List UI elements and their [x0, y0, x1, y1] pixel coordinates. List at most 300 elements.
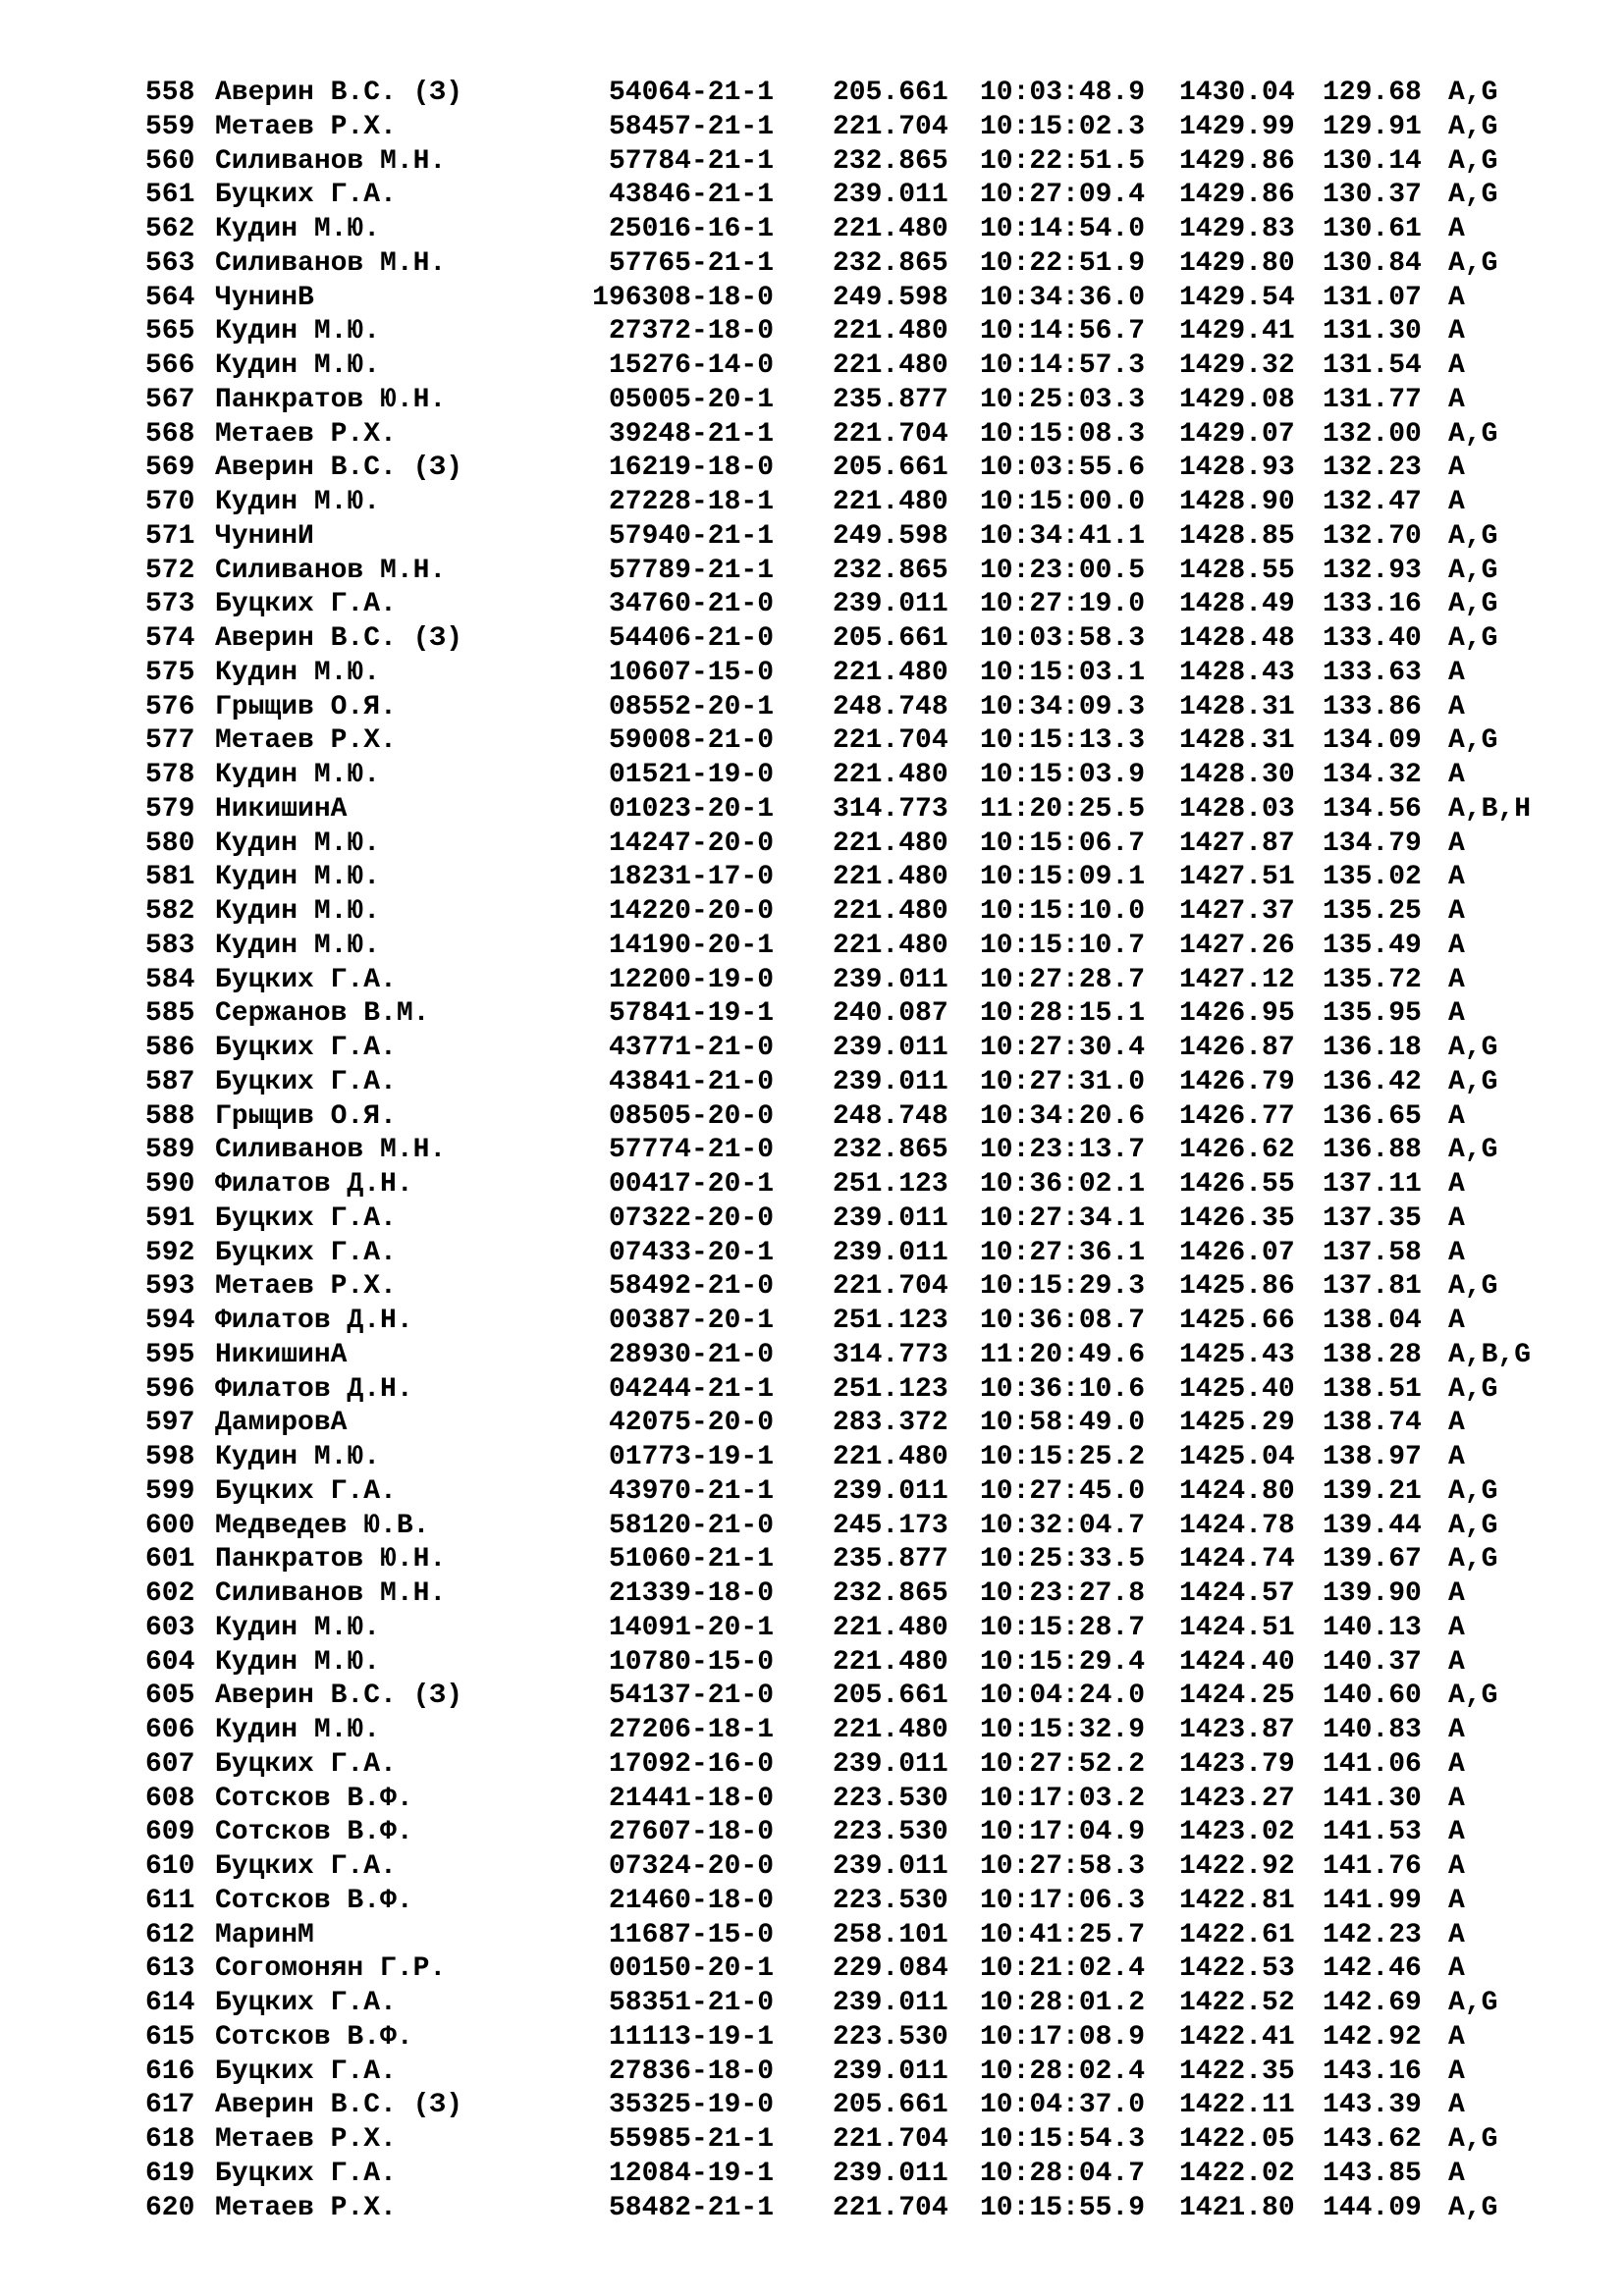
flags: A [1448, 1851, 1465, 1882]
value-c: 1428.31 [1179, 725, 1295, 757]
value-d: 135.95 [1323, 998, 1422, 1030]
flags: A [1448, 964, 1465, 995]
flags: A [1448, 998, 1465, 1030]
time-value: 10:58:49.0 [980, 1408, 1146, 1439]
flags: A [1448, 1169, 1465, 1200]
value-a: 221.480 [833, 350, 948, 381]
value-d: 135.72 [1323, 964, 1422, 995]
value-a: 223.530 [833, 2021, 948, 2053]
flags: A,G [1448, 1373, 1498, 1405]
record-id: 196308-18-0 [592, 282, 774, 313]
value-d: 143.62 [1323, 2124, 1422, 2155]
record-id: 11113-19-1 [608, 2021, 774, 2053]
value-d: 133.16 [1323, 589, 1422, 620]
participant-name: Кудин М.Ю. [215, 350, 381, 381]
value-d: 141.76 [1323, 1851, 1422, 1882]
record-id: 08552-20-1 [608, 691, 774, 722]
time-value: 10:15:08.3 [980, 418, 1146, 450]
value-d: 143.16 [1323, 2056, 1422, 2087]
row-number: 568 [145, 418, 195, 450]
participant-name: Метаев Р.Х. [215, 2124, 397, 2155]
flags: A [1448, 1748, 1465, 1780]
participant-name: Грыщив О.Я. [215, 691, 397, 722]
value-a: 232.865 [833, 1135, 948, 1166]
time-value: 10:15:09.1 [980, 862, 1146, 893]
record-id: 11687-15-0 [608, 1919, 774, 1950]
value-a: 221.480 [833, 828, 948, 859]
time-value: 10:03:48.9 [980, 78, 1146, 108]
time-value: 10:21:02.4 [980, 1953, 1146, 1985]
participant-name: Согомонян Г.Р. [215, 1953, 447, 1985]
value-d: 132.23 [1323, 453, 1422, 484]
value-a: 223.530 [833, 1783, 948, 1814]
flags: A,G [1448, 725, 1498, 757]
value-a: 223.530 [833, 1817, 948, 1848]
flags: A,G [1448, 247, 1498, 279]
value-a: 221.480 [833, 1646, 948, 1678]
value-d: 143.39 [1323, 2090, 1422, 2121]
participant-name: МаринМ [215, 1919, 314, 1950]
flags: A,G [1448, 2124, 1498, 2155]
value-c: 1427.37 [1179, 896, 1295, 927]
flags: A [1448, 453, 1465, 484]
flags: A,G [1448, 1271, 1498, 1303]
participant-name: Метаев Р.Х. [215, 1271, 397, 1303]
row-number: 602 [145, 1578, 195, 1609]
value-c: 1422.92 [1179, 1851, 1295, 1882]
value-d: 136.42 [1323, 1066, 1422, 1097]
value-a: 251.123 [833, 1373, 948, 1405]
value-c: 1428.55 [1179, 555, 1295, 586]
value-a: 205.661 [833, 1681, 948, 1712]
value-d: 129.91 [1323, 111, 1422, 142]
value-d: 132.00 [1323, 418, 1422, 450]
participant-name: Метаев Р.Х. [215, 418, 397, 450]
record-id: 14220-20-0 [608, 896, 774, 927]
row-number: 593 [145, 1271, 195, 1303]
record-id: 05005-20-1 [608, 384, 774, 415]
value-d: 138.51 [1323, 1373, 1422, 1405]
participant-name: Панкратов Ю.Н. [215, 1544, 447, 1575]
value-c: 1429.86 [1179, 145, 1295, 177]
row-number: 588 [145, 1100, 195, 1132]
flags: A [1448, 1408, 1465, 1439]
participant-name: Филатов Д.Н. [215, 1373, 413, 1405]
flags: A,G [1448, 180, 1498, 211]
flags: A,G [1448, 111, 1498, 142]
value-c: 1422.61 [1179, 1919, 1295, 1950]
value-a: 221.704 [833, 111, 948, 142]
flags: A [1448, 2158, 1465, 2189]
record-id: 54064-21-1 [608, 78, 774, 108]
participant-name: НикишинА [215, 1339, 348, 1370]
record-id: 54406-21-0 [608, 623, 774, 654]
value-d: 130.37 [1323, 180, 1422, 211]
flags: A,G [1448, 1066, 1498, 1097]
value-d: 131.07 [1323, 282, 1422, 313]
flags: A [1448, 282, 1465, 313]
value-d: 134.79 [1323, 828, 1422, 859]
value-a: 221.480 [833, 487, 948, 517]
value-d: 134.56 [1323, 793, 1422, 825]
value-c: 1421.80 [1179, 2192, 1295, 2223]
time-value: 10:25:33.5 [980, 1544, 1146, 1575]
value-a: 245.173 [833, 1510, 948, 1541]
participant-name: Кудин М.Ю. [215, 862, 381, 893]
row-number: 591 [145, 1202, 195, 1234]
time-value: 10:14:56.7 [980, 316, 1146, 347]
row-number: 577 [145, 725, 195, 757]
record-id: 57841-19-1 [608, 998, 774, 1030]
time-value: 11:20:49.6 [980, 1339, 1146, 1370]
time-value: 10:34:41.1 [980, 520, 1146, 552]
row-number: 581 [145, 862, 195, 893]
value-c: 1429.83 [1179, 214, 1295, 244]
time-value: 10:28:04.7 [980, 2158, 1146, 2189]
time-value: 10:15:25.2 [980, 1442, 1146, 1472]
row-number: 600 [145, 1510, 195, 1541]
value-d: 138.04 [1323, 1306, 1422, 1336]
row-number: 607 [145, 1748, 195, 1780]
record-id: 57789-21-1 [608, 555, 774, 586]
participant-name: Сотсков В.Ф. [215, 2021, 413, 2053]
value-c: 1429.80 [1179, 247, 1295, 279]
value-c: 1428.90 [1179, 487, 1295, 517]
value-d: 131.77 [1323, 384, 1422, 415]
record-id: 14247-20-0 [608, 828, 774, 859]
record-id: 58457-21-1 [608, 111, 774, 142]
value-a: 239.011 [833, 589, 948, 620]
record-id: 00387-20-1 [608, 1306, 774, 1336]
value-a: 221.704 [833, 2124, 948, 2155]
value-c: 1422.35 [1179, 2056, 1295, 2087]
value-c: 1427.12 [1179, 964, 1295, 995]
row-number: 576 [145, 691, 195, 722]
value-c: 1426.35 [1179, 1202, 1295, 1234]
value-a: 223.530 [833, 1885, 948, 1916]
flags: A,G [1448, 555, 1498, 586]
value-a: 232.865 [833, 145, 948, 177]
row-number: 572 [145, 555, 195, 586]
time-value: 10:17:03.2 [980, 1783, 1146, 1814]
time-value: 10:27:45.0 [980, 1475, 1146, 1507]
value-c: 1427.87 [1179, 828, 1295, 859]
value-a: 221.480 [833, 657, 948, 688]
time-value: 10:27:19.0 [980, 589, 1146, 620]
record-id: 58492-21-0 [608, 1271, 774, 1303]
time-value: 10:15:32.9 [980, 1715, 1146, 1745]
record-id: 21441-18-0 [608, 1783, 774, 1814]
row-number: 558 [145, 78, 195, 108]
time-value: 10:28:01.2 [980, 1988, 1146, 2018]
value-c: 1422.11 [1179, 2090, 1295, 2121]
value-a: 239.011 [833, 1033, 948, 1063]
time-value: 10:15:55.9 [980, 2192, 1146, 2223]
value-a: 221.480 [833, 1442, 948, 1472]
value-a: 221.480 [833, 1612, 948, 1643]
record-id: 01521-19-0 [608, 760, 774, 790]
value-c: 1429.41 [1179, 316, 1295, 347]
participant-name: Сержанов В.М. [215, 998, 430, 1030]
value-a: 221.480 [833, 1715, 948, 1745]
participant-name: Филатов Д.Н. [215, 1306, 413, 1336]
value-d: 141.53 [1323, 1817, 1422, 1848]
record-id: 58482-21-1 [608, 2192, 774, 2223]
flags: A,G [1448, 1033, 1498, 1063]
time-value: 10:15:10.7 [980, 930, 1146, 961]
value-d: 142.23 [1323, 1919, 1422, 1950]
value-c: 1426.87 [1179, 1033, 1295, 1063]
participant-name: Сотсков В.Ф. [215, 1783, 413, 1814]
time-value: 10:36:08.7 [980, 1306, 1146, 1336]
record-id: 10780-15-0 [608, 1646, 774, 1678]
value-d: 137.58 [1323, 1237, 1422, 1268]
value-a: 314.773 [833, 1339, 948, 1370]
value-d: 132.93 [1323, 555, 1422, 586]
time-value: 10:27:31.0 [980, 1066, 1146, 1097]
record-id: 43846-21-1 [608, 180, 774, 211]
value-d: 131.54 [1323, 350, 1422, 381]
flags: A [1448, 1442, 1465, 1472]
flags: A [1448, 1100, 1465, 1132]
value-a: 205.661 [833, 453, 948, 484]
value-d: 133.86 [1323, 691, 1422, 722]
value-c: 1428.43 [1179, 657, 1295, 688]
time-value: 10:34:20.6 [980, 1100, 1146, 1132]
row-number: 584 [145, 964, 195, 995]
participant-name: Кудин М.Ю. [215, 1715, 381, 1745]
value-c: 1426.95 [1179, 998, 1295, 1030]
value-c: 1424.40 [1179, 1646, 1295, 1678]
time-value: 10:15:29.4 [980, 1646, 1146, 1678]
value-d: 134.09 [1323, 725, 1422, 757]
time-value: 10:15:03.9 [980, 760, 1146, 790]
value-a: 232.865 [833, 247, 948, 279]
record-id: 59008-21-0 [608, 725, 774, 757]
value-c: 1430.04 [1179, 78, 1295, 108]
value-d: 132.47 [1323, 487, 1422, 517]
participant-name: Буцких Г.А. [215, 2056, 397, 2087]
flags: A,G [1448, 1510, 1498, 1541]
participant-name: Филатов Д.Н. [215, 1169, 413, 1200]
time-value: 10:27:30.4 [980, 1033, 1146, 1063]
participant-name: Кудин М.Ю. [215, 930, 381, 961]
value-c: 1424.57 [1179, 1578, 1295, 1609]
time-value: 10:36:02.1 [980, 1169, 1146, 1200]
participant-name: Силиванов М.Н. [215, 1578, 447, 1609]
value-c: 1425.66 [1179, 1306, 1295, 1336]
value-a: 205.661 [833, 2090, 948, 2121]
time-value: 10:34:36.0 [980, 282, 1146, 313]
row-number: 561 [145, 180, 195, 211]
flags: A,G [1448, 145, 1498, 177]
value-a: 239.011 [833, 1202, 948, 1234]
value-a: 283.372 [833, 1408, 948, 1439]
record-id: 42075-20-0 [608, 1408, 774, 1439]
participant-name: Сотсков В.Ф. [215, 1885, 413, 1916]
flags: A,B,H [1448, 793, 1532, 825]
value-d: 142.92 [1323, 2021, 1422, 2053]
value-c: 1427.26 [1179, 930, 1295, 961]
value-a: 232.865 [833, 555, 948, 586]
value-d: 129.68 [1323, 78, 1422, 108]
value-a: 248.748 [833, 691, 948, 722]
value-d: 138.97 [1323, 1442, 1422, 1472]
value-a: 229.084 [833, 1953, 948, 1985]
flags: A,G [1448, 589, 1498, 620]
value-a: 221.480 [833, 316, 948, 347]
row-number: 564 [145, 282, 195, 313]
flags: A [1448, 1783, 1465, 1814]
flags: A [1448, 384, 1465, 415]
record-id: 14091-20-1 [608, 1612, 774, 1643]
row-number: 613 [145, 1953, 195, 1985]
time-value: 10:28:02.4 [980, 2056, 1146, 2087]
time-value: 10:15:06.7 [980, 828, 1146, 859]
record-id: 35325-19-0 [608, 2090, 774, 2121]
record-id: 12084-19-1 [608, 2158, 774, 2189]
value-c: 1425.40 [1179, 1373, 1295, 1405]
record-id: 00417-20-1 [608, 1169, 774, 1200]
value-a: 235.877 [833, 384, 948, 415]
value-d: 130.61 [1323, 214, 1422, 244]
value-c: 1429.99 [1179, 111, 1295, 142]
time-value: 10:15:10.0 [980, 896, 1146, 927]
value-c: 1428.48 [1179, 623, 1295, 654]
row-number: 575 [145, 657, 195, 688]
flags: A [1448, 760, 1465, 790]
participant-name: Буцких Г.А. [215, 1988, 397, 2018]
time-value: 10:34:09.3 [980, 691, 1146, 722]
participant-name: Метаев Р.Х. [215, 111, 397, 142]
row-number: 610 [145, 1851, 195, 1882]
row-number: 608 [145, 1783, 195, 1814]
record-id: 27372-18-0 [608, 316, 774, 347]
value-a: 205.661 [833, 623, 948, 654]
participant-name: Грыщив О.Я. [215, 1100, 397, 1132]
record-id: 28930-21-0 [608, 1339, 774, 1370]
flags: A [1448, 2021, 1465, 2053]
row-number: 612 [145, 1919, 195, 1950]
row-number: 586 [145, 1033, 195, 1063]
participant-name: Силиванов М.Н. [215, 1135, 447, 1166]
flags: A,G [1448, 520, 1498, 552]
time-value: 10:23:00.5 [980, 555, 1146, 586]
row-number: 619 [145, 2158, 195, 2189]
flags: A [1448, 896, 1465, 927]
time-value: 10:36:10.6 [980, 1373, 1146, 1405]
time-value: 10:03:55.6 [980, 453, 1146, 484]
value-c: 1428.31 [1179, 691, 1295, 722]
time-value: 10:15:28.7 [980, 1612, 1146, 1643]
value-c: 1424.25 [1179, 1681, 1295, 1712]
time-value: 10:04:37.0 [980, 2090, 1146, 2121]
row-number: 566 [145, 350, 195, 381]
row-number: 560 [145, 145, 195, 177]
value-c: 1424.74 [1179, 1544, 1295, 1575]
row-number: 617 [145, 2090, 195, 2121]
flags: A [1448, 1612, 1465, 1643]
record-id: 27607-18-0 [608, 1817, 774, 1848]
record-id: 07324-20-0 [608, 1851, 774, 1882]
value-a: 221.480 [833, 930, 948, 961]
value-d: 142.46 [1323, 1953, 1422, 1985]
value-c: 1424.51 [1179, 1612, 1295, 1643]
participant-name: Кудин М.Ю. [215, 316, 381, 347]
value-a: 239.011 [833, 1066, 948, 1097]
flags: A [1448, 350, 1465, 381]
flags: A [1448, 1237, 1465, 1268]
participant-name: ЧунинИ [215, 520, 314, 552]
value-d: 133.63 [1323, 657, 1422, 688]
value-c: 1422.52 [1179, 1988, 1295, 2018]
time-value: 10:15:13.3 [980, 725, 1146, 757]
value-c: 1422.41 [1179, 2021, 1295, 2053]
value-a: 239.011 [833, 964, 948, 995]
flags: A [1448, 930, 1465, 961]
row-number: 603 [145, 1612, 195, 1643]
value-c: 1426.77 [1179, 1100, 1295, 1132]
flags: A [1448, 2090, 1465, 2121]
row-number: 587 [145, 1066, 195, 1097]
value-d: 133.40 [1323, 623, 1422, 654]
record-id: 25016-16-1 [608, 214, 774, 244]
flags: A [1448, 657, 1465, 688]
time-value: 10:27:28.7 [980, 964, 1146, 995]
flags: A [1448, 1817, 1465, 1848]
participant-name: Кудин М.Ю. [215, 1612, 381, 1643]
value-a: 239.011 [833, 1237, 948, 1268]
record-id: 58120-21-0 [608, 1510, 774, 1541]
participant-name: Силиванов М.Н. [215, 247, 447, 279]
row-number: 609 [145, 1817, 195, 1848]
record-id: 01773-19-1 [608, 1442, 774, 1472]
record-id: 14190-20-1 [608, 930, 774, 961]
record-id: 10607-15-0 [608, 657, 774, 688]
value-d: 138.28 [1323, 1339, 1422, 1370]
value-c: 1424.80 [1179, 1475, 1295, 1507]
time-value: 10:14:54.0 [980, 214, 1146, 244]
value-a: 205.661 [833, 78, 948, 108]
time-value: 10:27:34.1 [980, 1202, 1146, 1234]
record-id: 57940-21-1 [608, 520, 774, 552]
time-value: 10:15:29.3 [980, 1271, 1146, 1303]
record-id: 57765-21-1 [608, 247, 774, 279]
flags: A,G [1448, 1135, 1498, 1166]
row-number: 599 [145, 1475, 195, 1507]
record-id: 04244-21-1 [608, 1373, 774, 1405]
participant-name: Метаев Р.Х. [215, 2192, 397, 2223]
row-number: 579 [145, 793, 195, 825]
participant-name: Кудин М.Ю. [215, 657, 381, 688]
value-a: 221.480 [833, 862, 948, 893]
flags: A,G [1448, 418, 1498, 450]
participant-name: Буцких Г.А. [215, 1202, 397, 1234]
record-id: 17092-16-0 [608, 1748, 774, 1780]
participant-name: НикишинА [215, 793, 348, 825]
participant-name: Аверин В.С. (З) [215, 623, 463, 654]
value-d: 141.30 [1323, 1783, 1422, 1814]
value-c: 1428.85 [1179, 520, 1295, 552]
time-value: 11:20:25.5 [980, 793, 1146, 825]
record-id: 51060-21-1 [608, 1544, 774, 1575]
value-c: 1428.49 [1179, 589, 1295, 620]
value-a: 239.011 [833, 1851, 948, 1882]
row-number: 562 [145, 214, 195, 244]
record-id: 15276-14-0 [608, 350, 774, 381]
value-a: 251.123 [833, 1169, 948, 1200]
value-c: 1422.81 [1179, 1885, 1295, 1916]
